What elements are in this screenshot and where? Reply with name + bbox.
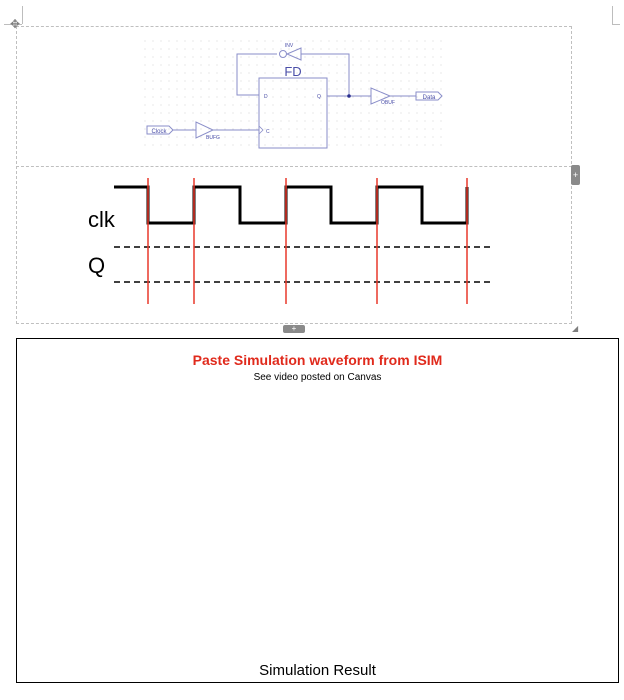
q-label: Q xyxy=(88,253,106,278)
table-resize-handle-icon[interactable]: ◢ xyxy=(572,324,579,333)
inverter-label: INV xyxy=(284,43,294,49)
clock-buffer-label: BUFG xyxy=(206,135,220,141)
output-port-label: Data xyxy=(422,95,436,101)
add-column-button[interactable]: + xyxy=(571,165,580,185)
pin-d-label: D xyxy=(264,94,268,100)
clk-label: clk xyxy=(88,207,115,232)
simulation-caption: Simulation Result xyxy=(259,662,376,679)
output-buffer-label: OBUF xyxy=(381,100,395,106)
flipflop-label: FD xyxy=(284,64,302,79)
add-row-button[interactable]: + xyxy=(283,325,305,333)
clk-waveform xyxy=(114,187,467,223)
table-move-handle-icon[interactable]: ✥ xyxy=(9,17,21,31)
simulation-title: Paste Simulation waveform from ISIM xyxy=(192,352,443,368)
simulation-subtitle: See video posted on Canvas xyxy=(253,372,382,383)
pin-q-label: Q xyxy=(317,94,321,100)
pin-c-label: C xyxy=(266,129,270,135)
timing-diagram xyxy=(0,0,624,330)
simulation-result-box[interactable] xyxy=(16,338,619,683)
input-port-label: Clock xyxy=(151,129,167,135)
